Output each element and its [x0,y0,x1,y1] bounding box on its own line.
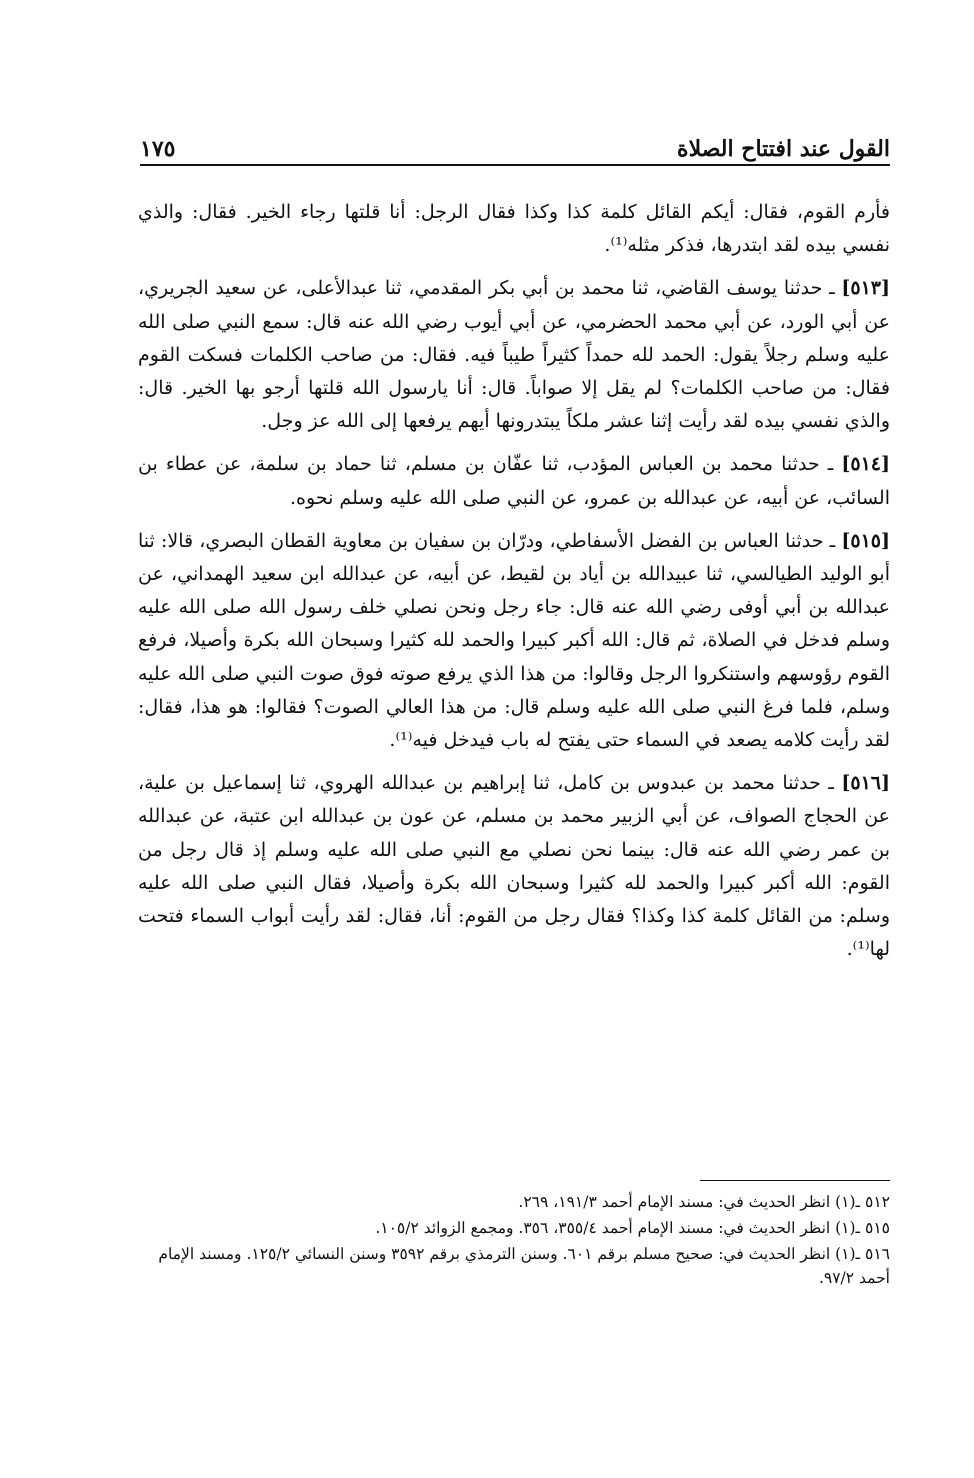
hadith-516 [138,767,890,966]
hadith-number: [٥١٣] [841,277,890,300]
running-title: القول عند افتتاح الصلاة [677,136,890,162]
main-text [138,196,890,976]
hadith-number: [٥١٦] [841,772,890,795]
hadith-514 [138,448,890,514]
paragraph [138,196,890,262]
hadith-number: [٥١٥] [841,529,890,552]
footnote: ٥١٥ ـ(١) انظر الحديث في: مسند الإمام أحمد ٣٥٥/٤، ٣٥٦. ومجمع الزوائد ١٠٥/٢. [375,1219,890,1237]
footnote: ٥١٦ ـ(١) انظر الحديث في: صحيح مسلم برقم ٦٠١. وسنن الترمذي برقم ٣٥٩٢ وسنن النسائي ١٢٥/٢. ومسند الإمام أحمد ٩٧/٢. [158,1245,890,1287]
hadith-text: ـ حدثنا يوسف القاضي، ثنا محمد بن أبي بكر المقدمي، ثنا عبدالأعلى، عن سعيد الجريري، عن أبي الورد، عن أبي محمد الحضرمي، عن أبي أيوب رضي الله عنه قال: سمع النبي صلى الله عليه وسلم رجلاً يقول: الحمد لله حمداً كثيراً طيباً فيه. فقال: من صاحب الكلمات فسكت القوم فقال: من صاحب الكلمات؟ لم يقل إلا صواباً. قال: أنا يارسول الله قلتها أرجو بها الخير. قال: والذي نفسي بيده لقد رأيت إثنا عشر ملكاً يبتدرونها أيهم يرفعها إلى الله عز وجل. [138,277,890,433]
footnote-divider [700,1180,890,1181]
hadith-text: ـ حدثنا العباس بن الفضل الأسفاطي، ودرّان بن سفيان بن معاوية القطان البصري، قالا: ثنا أبو الوليد الطيالسي، ثنا عبيدالله بن أياد بن لقيط، عن أبيه، عن عبدالله ابن سعيد الهمداني، عن عبدالله بن أبي أوفى رضي الله عنه قال: جاء رجل ونحن نصلي خلف رسول الله صلى الله عليه وسلم فدخل في الصلاة، ثم قال: الله أكبر كبيرا والحمد لله كثيرا وسبحان الله بكرة وأصيلا، فرفع القوم رؤوسهم واستنكروا الرجل وقالوا: من هذا الذي يرفع صوته فوق صوت النبي صلى الله عليه وسلم، فلما فرغ النبي صلى الله عليه وسلم قال: من هذا العالي الصوت؟ فقالوا: هو هذا، فقال: لقد رأيت كلامه يصعد في السماء حتى يفتح له باب فيدخل فيه⁽¹⁾. [138,529,890,752]
hadith-515 [138,525,890,757]
paragraph-text: فأرم القوم، فقال: أيكم القائل كلمة كذا وكذا فقال الرجل: أنا قلتها رجاء الخير. فقال: والذي نفسي بيده لقد ابتدرها، فذكر مثله⁽¹⁾. [138,201,890,257]
hadith-text: ـ حدثنا محمد بن العباس المؤدب، ثنا عفّان بن مسلم، ثنا حماد بن سلمة، عن عطاء بن السائب، عن أبيه، عن عبدالله بن عمرو، عن النبي صلى الله عليه وسلم نحوه. [138,453,890,509]
hadith-text: ـ حدثنا محمد بن عبدوس بن كامل، ثنا إبراهيم بن عبدالله الهروي، ثنا إسماعيل بن علية، عن الحجاج الصواف، عن أبي الزبير محمد بن مسلم، عن عون بن عبدالله ابن عتبة، عن عبدالله بن عمر رضي الله عنه قال: بينما نحن نصلي مع النبي صلى الله عليه وسلم إذ قال رجل من القوم: الله أكبر كبيرا والحمد لله كثيرا وسبحان الله بكرة وأصيلا، فقال النبي صلى الله عليه وسلم: من القائل كلمة كذا وكذا؟ فقال رجل من القوم: أنا، فقال: لقد رأيت أبواب السماء فتحت لها⁽¹⁾. [138,772,890,961]
footnote: ٥١٢ ـ(١) انظر الحديث في: مسند الإمام أحمد ١٩١/٣، ٢٦٩. [518,1193,890,1211]
page-header [140,126,890,166]
hadith-513 [138,272,890,438]
hadith-number: [٥١٤] [841,453,890,476]
footnotes [138,1190,890,1292]
page-number: ١٧٥ [140,136,176,162]
